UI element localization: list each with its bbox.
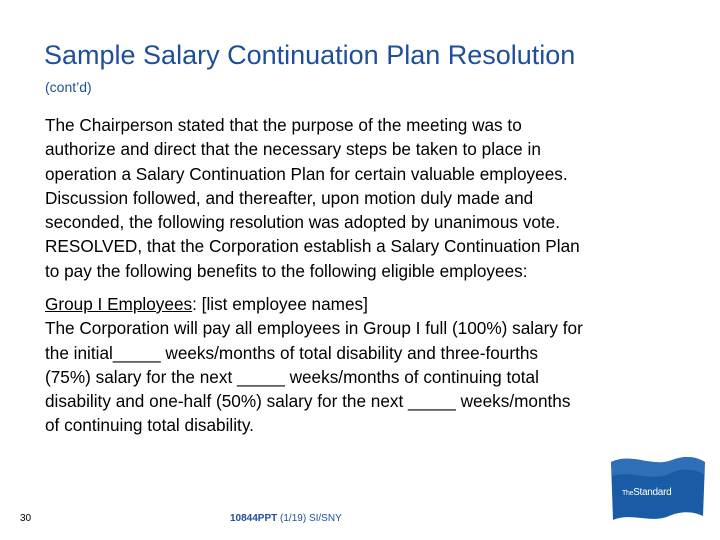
document-code (230, 513, 342, 524)
paragraph-line: The Chairperson stated that the purpose of the meeting was to (45, 115, 522, 135)
slide-subtitle: (cont’d) (45, 79, 92, 95)
paragraph-line: Discussion followed, and thereafter, upon motion duly made and (45, 187, 534, 208)
paragraph-line: operation a Salary Continuation Plan for certain valuable employees. (45, 163, 568, 184)
paragraph-line: authorize and direct that the necessary steps be taken to place in (45, 139, 541, 160)
logo-main: Standard (633, 487, 672, 498)
group-benefits-paragraph (45, 292, 685, 438)
document-code-id: 10844PPT (230, 513, 278, 524)
logo-prefix: The (622, 490, 634, 497)
paragraph-line: to pay the following benefits to the following eligible employees: (45, 260, 528, 281)
logo-wordmark (622, 487, 671, 498)
group-employee-names: : [list employee names] (192, 294, 368, 314)
paragraph-line: The Corporation will pay all employees in Group I full (100%) salary for (45, 318, 583, 339)
paragraph-line: the initial_____ weeks/months of total disability and three-fourths (45, 342, 538, 363)
paragraph-line: seconded, the following resolution was adopted by unanimous vote. (45, 212, 561, 233)
slide-title: Sample Salary Continuation Plan Resolution (44, 40, 576, 70)
paragraph-line: (75%) salary for the next _____ weeks/months of continuing total (45, 366, 539, 387)
page-number: 30 (20, 513, 32, 524)
paragraph-line: of continuing total disability. (45, 415, 254, 436)
paragraph-line: disability and one-half (50%) salary for the next _____ weeks/months (45, 391, 571, 412)
group-heading: Group I Employees (45, 294, 193, 314)
group-heading-line (45, 292, 685, 316)
resolution-paragraph (45, 113, 685, 283)
paragraph-line: RESOLVED, that the Corporation establish a Salary Continuation Plan (45, 236, 580, 257)
document-code-suffix: (1/19) SI/SNY (277, 513, 342, 524)
